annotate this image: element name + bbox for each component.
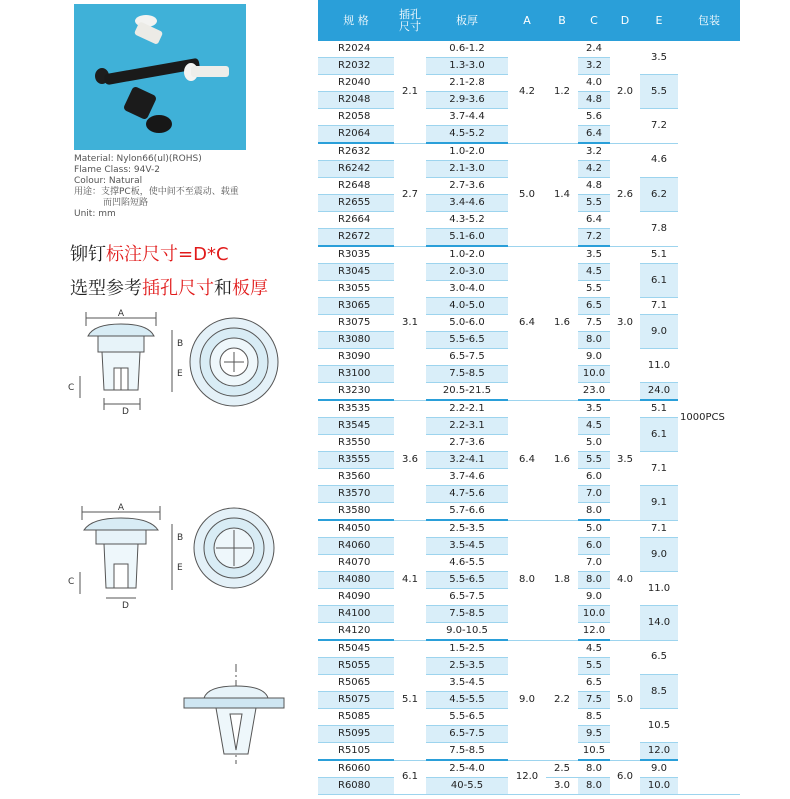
cell-plate: 3.5-4.5 bbox=[426, 675, 508, 692]
cell-code: R3580 bbox=[318, 503, 394, 521]
cell-code: R2048 bbox=[318, 92, 394, 109]
table-row bbox=[318, 246, 740, 264]
header-c: C bbox=[578, 0, 610, 41]
material-specs bbox=[74, 154, 239, 220]
left-panel bbox=[0, 0, 318, 799]
cell-hole: 6.1 bbox=[394, 760, 426, 795]
cell-c: 8.0 bbox=[578, 572, 610, 589]
cell-plate: 5.5-6.5 bbox=[426, 572, 508, 589]
cell-packing: 1000PCS bbox=[678, 41, 740, 795]
cell-hole: 2.7 bbox=[394, 143, 426, 246]
cell-c: 4.2 bbox=[578, 161, 610, 178]
cell-code: R3080 bbox=[318, 332, 394, 349]
cell-c: 8.0 bbox=[578, 332, 610, 349]
cell-c: 7.0 bbox=[578, 486, 610, 503]
cell-code: R5045 bbox=[318, 640, 394, 658]
dim-a-label-2: A bbox=[117, 503, 125, 513]
cell-plate: 2.7-3.6 bbox=[426, 178, 508, 195]
cell-code: R3570 bbox=[318, 486, 394, 503]
cell-plate: 20.5-21.5 bbox=[426, 383, 508, 401]
cell-c: 8.0 bbox=[578, 760, 610, 778]
cell-plate: 2.5-3.5 bbox=[426, 520, 508, 538]
cell-code: R5075 bbox=[318, 692, 394, 709]
cell-plate: 9.0-10.5 bbox=[426, 623, 508, 641]
cell-e: 9.1 bbox=[640, 486, 678, 521]
cell-c: 7.2 bbox=[578, 229, 610, 247]
cell-c: 2.4 bbox=[578, 41, 610, 58]
rivet-drawing-2 bbox=[64, 500, 284, 610]
cell-b: 1.8 bbox=[546, 520, 578, 640]
cell-c: 12.0 bbox=[578, 623, 610, 641]
dim-a-label-1: A bbox=[117, 309, 125, 319]
cell-code: R4080 bbox=[318, 572, 394, 589]
cell-e: 7.1 bbox=[640, 520, 678, 538]
cell-hole: 2.1 bbox=[394, 41, 426, 143]
cell-d: 5.0 bbox=[610, 640, 640, 760]
cell-code: R3090 bbox=[318, 349, 394, 366]
cell-code: R6060 bbox=[318, 760, 394, 778]
cell-plate: 40-5.5 bbox=[426, 778, 508, 795]
cell-code: R5095 bbox=[318, 726, 394, 743]
cell-c: 8.0 bbox=[578, 503, 610, 521]
cell-plate: 4.7-5.6 bbox=[426, 486, 508, 503]
cell-e: 4.6 bbox=[640, 143, 678, 178]
cell-plate: 1.3-3.0 bbox=[426, 58, 508, 75]
cell-d: 3.0 bbox=[610, 246, 640, 400]
cell-c: 3.5 bbox=[578, 400, 610, 418]
cell-c: 3.5 bbox=[578, 246, 610, 264]
cell-plate: 7.5-8.5 bbox=[426, 743, 508, 761]
cell-a: 8.0 bbox=[508, 520, 546, 640]
cell-d: 3.5 bbox=[610, 400, 640, 520]
cell-plate: 2.2-2.1 bbox=[426, 400, 508, 418]
table-row bbox=[318, 520, 740, 538]
cell-e: 7.1 bbox=[640, 452, 678, 486]
dim-c-label-2: C bbox=[68, 577, 75, 587]
headline-selection bbox=[70, 274, 268, 300]
cell-plate: 4.0-5.0 bbox=[426, 298, 508, 315]
cell-c: 23.0 bbox=[578, 383, 610, 401]
headline-2-prefix: 选型参考 bbox=[70, 278, 142, 299]
cell-c: 4.5 bbox=[578, 640, 610, 658]
cell-code: R2648 bbox=[318, 178, 394, 195]
dim-d-label-2: D bbox=[122, 601, 129, 610]
spec-usage-cont: 而凹陷短路 bbox=[103, 198, 149, 208]
cell-c: 5.0 bbox=[578, 435, 610, 452]
cell-e: 6.1 bbox=[640, 264, 678, 298]
cell-plate: 3.4-4.6 bbox=[426, 195, 508, 212]
table-row bbox=[318, 143, 740, 161]
cell-c: 7.5 bbox=[578, 692, 610, 709]
cell-code: R3055 bbox=[318, 281, 394, 298]
cell-c: 6.4 bbox=[578, 212, 610, 229]
cell-plate: 2.1-2.8 bbox=[426, 75, 508, 92]
cell-code: R3075 bbox=[318, 315, 394, 332]
cell-a: 4.2 bbox=[508, 41, 546, 143]
cell-plate: 2.9-3.6 bbox=[426, 92, 508, 109]
dim-d-label-1: D bbox=[122, 407, 129, 417]
cell-code: R5105 bbox=[318, 743, 394, 761]
header-hole bbox=[394, 0, 426, 41]
cell-plate: 1.0-2.0 bbox=[426, 143, 508, 161]
cell-b: 1.4 bbox=[546, 143, 578, 246]
headline-2-highlight-2: 板厚 bbox=[232, 278, 268, 299]
cell-plate: 3.7-4.6 bbox=[426, 469, 508, 486]
cell-hole: 3.1 bbox=[394, 246, 426, 400]
cell-b: 2.5 bbox=[546, 760, 578, 778]
cell-e: 5.1 bbox=[640, 246, 678, 264]
cell-hole: 5.1 bbox=[394, 640, 426, 760]
cell-plate: 5.0-6.0 bbox=[426, 315, 508, 332]
cell-e: 6.5 bbox=[640, 640, 678, 675]
cell-c: 4.5 bbox=[578, 264, 610, 281]
cell-plate: 4.6-5.5 bbox=[426, 555, 508, 572]
cell-c: 3.2 bbox=[578, 143, 610, 161]
cell-c: 8.0 bbox=[578, 778, 610, 795]
cell-code: R5065 bbox=[318, 675, 394, 692]
cell-code: R4100 bbox=[318, 606, 394, 623]
cell-e: 7.2 bbox=[640, 109, 678, 144]
product-photo bbox=[74, 4, 246, 150]
spec-material: Material: Nylon66(ul)(ROHS) bbox=[74, 154, 202, 164]
cell-c: 5.5 bbox=[578, 658, 610, 675]
cell-b: 1.2 bbox=[546, 41, 578, 143]
cell-code: R4060 bbox=[318, 538, 394, 555]
cell-c: 6.0 bbox=[578, 469, 610, 486]
cell-plate: 2.7-3.6 bbox=[426, 435, 508, 452]
cell-plate: 5.5-6.5 bbox=[426, 332, 508, 349]
spec-usage: 用途：支撑PC板，使中间不至震动、载重 bbox=[74, 187, 239, 197]
header-d: D bbox=[610, 0, 640, 41]
cell-e: 7.8 bbox=[640, 212, 678, 247]
cell-plate: 3.7-4.4 bbox=[426, 109, 508, 126]
cell-e: 3.5 bbox=[640, 41, 678, 75]
cell-d: 4.0 bbox=[610, 520, 640, 640]
cell-c: 7.0 bbox=[578, 555, 610, 572]
cell-code: R5085 bbox=[318, 709, 394, 726]
cell-code: R2040 bbox=[318, 75, 394, 92]
dim-b-label-1: B bbox=[177, 339, 184, 349]
cell-e: 6.2 bbox=[640, 178, 678, 212]
cell-a: 12.0 bbox=[508, 760, 546, 795]
header-e: E bbox=[640, 0, 678, 41]
cell-code: R2032 bbox=[318, 58, 394, 75]
cell-plate: 0.6-1.2 bbox=[426, 41, 508, 58]
cell-code: R3230 bbox=[318, 383, 394, 401]
cell-plate: 1.5-2.5 bbox=[426, 640, 508, 658]
cell-plate: 6.5-7.5 bbox=[426, 726, 508, 743]
cell-a: 9.0 bbox=[508, 640, 546, 760]
header-plate: 板厚 bbox=[426, 0, 508, 41]
rivet-drawing-1 bbox=[64, 306, 284, 418]
cell-code: R2058 bbox=[318, 109, 394, 126]
cell-plate: 6.5-7.5 bbox=[426, 349, 508, 366]
cell-c: 5.0 bbox=[578, 520, 610, 538]
cell-hole: 4.1 bbox=[394, 520, 426, 640]
headline-2-highlight: 插孔尺寸 bbox=[142, 278, 214, 299]
dim-b-label-2: B bbox=[177, 533, 184, 543]
spec-colour: Colour: Natural bbox=[74, 176, 143, 186]
spec-unit: Unit: mm bbox=[74, 209, 116, 219]
cell-e: 5.1 bbox=[640, 400, 678, 418]
cell-c: 6.4 bbox=[578, 126, 610, 144]
headline-2-middle: 和 bbox=[214, 278, 232, 299]
cell-code: R3100 bbox=[318, 366, 394, 383]
cell-c: 5.6 bbox=[578, 109, 610, 126]
cell-plate: 4.5-5.2 bbox=[426, 126, 508, 144]
cell-plate: 2.2-3.1 bbox=[426, 418, 508, 435]
cell-c: 10.0 bbox=[578, 366, 610, 383]
cell-c: 9.0 bbox=[578, 589, 610, 606]
cell-code: R6242 bbox=[318, 161, 394, 178]
cell-plate: 5.1-6.0 bbox=[426, 229, 508, 247]
cell-code: R3535 bbox=[318, 400, 394, 418]
rivet-photo-image bbox=[74, 4, 246, 150]
cell-code: R2024 bbox=[318, 41, 394, 58]
dim-e-label-1: E bbox=[177, 369, 183, 379]
cell-code: R3560 bbox=[318, 469, 394, 486]
cell-plate: 6.5-7.5 bbox=[426, 589, 508, 606]
cell-e: 11.0 bbox=[640, 572, 678, 606]
cell-e: 12.0 bbox=[640, 743, 678, 761]
cell-e: 9.0 bbox=[640, 538, 678, 572]
cell-hole: 3.6 bbox=[394, 400, 426, 520]
spec-table-container bbox=[318, 0, 790, 799]
headline-1-prefix: 铆钉 bbox=[70, 244, 106, 265]
cell-code: R3545 bbox=[318, 418, 394, 435]
cell-c: 5.5 bbox=[578, 452, 610, 469]
cell-c: 4.8 bbox=[578, 178, 610, 195]
cell-e: 7.1 bbox=[640, 298, 678, 315]
cell-a: 6.4 bbox=[508, 400, 546, 520]
cell-plate: 4.5-5.5 bbox=[426, 692, 508, 709]
cell-code: R2655 bbox=[318, 195, 394, 212]
cell-plate: 2.5-3.5 bbox=[426, 658, 508, 675]
table-row bbox=[318, 400, 740, 418]
table-row bbox=[318, 41, 740, 58]
cell-d: 6.0 bbox=[610, 760, 640, 795]
dim-e-label-2: E bbox=[177, 563, 183, 573]
cell-plate: 3.0-4.0 bbox=[426, 281, 508, 298]
cell-code: R3045 bbox=[318, 264, 394, 281]
cell-plate: 2.1-3.0 bbox=[426, 161, 508, 178]
cell-plate: 2.5-4.0 bbox=[426, 760, 508, 778]
cell-a: 5.0 bbox=[508, 143, 546, 246]
cell-b: 3.0 bbox=[546, 778, 578, 795]
cell-plate: 7.5-8.5 bbox=[426, 366, 508, 383]
table-row bbox=[318, 760, 740, 778]
cell-c: 10.0 bbox=[578, 606, 610, 623]
cell-b: 1.6 bbox=[546, 246, 578, 400]
header-packing: 包装 bbox=[678, 0, 740, 41]
cell-c: 7.5 bbox=[578, 315, 610, 332]
cell-e: 6.1 bbox=[640, 418, 678, 452]
cell-c: 5.5 bbox=[578, 195, 610, 212]
cell-c: 4.5 bbox=[578, 418, 610, 435]
cell-c: 6.5 bbox=[578, 298, 610, 315]
cell-c: 10.5 bbox=[578, 743, 610, 761]
rivet-installed-drawing bbox=[180, 664, 290, 764]
cell-e: 24.0 bbox=[640, 383, 678, 401]
cell-plate: 3.2-4.1 bbox=[426, 452, 508, 469]
cell-code: R4050 bbox=[318, 520, 394, 538]
table-row bbox=[318, 640, 740, 658]
cell-e: 8.5 bbox=[640, 675, 678, 709]
spec-flame-class: Flame Class: 94V-2 bbox=[74, 165, 160, 175]
cell-e: 14.0 bbox=[640, 606, 678, 641]
cell-e: 10.5 bbox=[640, 709, 678, 743]
cell-code: R3550 bbox=[318, 435, 394, 452]
cell-b: 1.6 bbox=[546, 400, 578, 520]
cell-c: 4.8 bbox=[578, 92, 610, 109]
cell-d: 2.6 bbox=[610, 143, 640, 246]
header-hole-text: 插孔 尺寸 bbox=[399, 7, 421, 33]
cell-plate: 7.5-8.5 bbox=[426, 606, 508, 623]
headline-1-highlight: 标注尺寸=D*C bbox=[106, 244, 229, 265]
cell-code: R5055 bbox=[318, 658, 394, 675]
cell-c: 9.0 bbox=[578, 349, 610, 366]
cell-code: R6080 bbox=[318, 778, 394, 795]
cell-plate: 4.3-5.2 bbox=[426, 212, 508, 229]
cell-plate: 5.5-6.5 bbox=[426, 709, 508, 726]
cell-d: 2.0 bbox=[610, 41, 640, 143]
cell-b: 2.2 bbox=[546, 640, 578, 760]
cell-plate: 1.0-2.0 bbox=[426, 246, 508, 264]
header-b: B bbox=[546, 0, 578, 41]
cell-c: 3.2 bbox=[578, 58, 610, 75]
cell-c: 9.5 bbox=[578, 726, 610, 743]
cell-code: R2064 bbox=[318, 126, 394, 144]
cell-code: R2672 bbox=[318, 229, 394, 247]
cell-c: 5.5 bbox=[578, 281, 610, 298]
cell-a: 6.4 bbox=[508, 246, 546, 400]
cell-code: R4090 bbox=[318, 589, 394, 606]
cell-code: R4070 bbox=[318, 555, 394, 572]
cell-c: 8.5 bbox=[578, 709, 610, 726]
cell-plate: 3.5-4.5 bbox=[426, 538, 508, 555]
cell-e: 5.5 bbox=[640, 75, 678, 109]
table-header-row bbox=[318, 0, 740, 41]
cell-plate: 2.0-3.0 bbox=[426, 264, 508, 281]
cell-plate: 5.7-6.6 bbox=[426, 503, 508, 521]
cell-code: R4120 bbox=[318, 623, 394, 641]
cell-code: R2632 bbox=[318, 143, 394, 161]
cell-code: R3555 bbox=[318, 452, 394, 469]
header-spec: 规 格 bbox=[318, 0, 394, 41]
cell-code: R3035 bbox=[318, 246, 394, 264]
cell-code: R2664 bbox=[318, 212, 394, 229]
cell-e: 10.0 bbox=[640, 778, 678, 795]
dim-c-label-1: C bbox=[68, 383, 75, 393]
cell-e: 9.0 bbox=[640, 315, 678, 349]
header-a: A bbox=[508, 0, 546, 41]
spec-table bbox=[318, 0, 740, 795]
spec-table-body bbox=[318, 41, 740, 795]
cell-e: 11.0 bbox=[640, 349, 678, 383]
cell-c: 4.0 bbox=[578, 75, 610, 92]
headline-dimension bbox=[70, 240, 229, 266]
cell-c: 6.0 bbox=[578, 538, 610, 555]
cell-c: 6.5 bbox=[578, 675, 610, 692]
cell-code: R3065 bbox=[318, 298, 394, 315]
cell-e: 9.0 bbox=[640, 760, 678, 778]
